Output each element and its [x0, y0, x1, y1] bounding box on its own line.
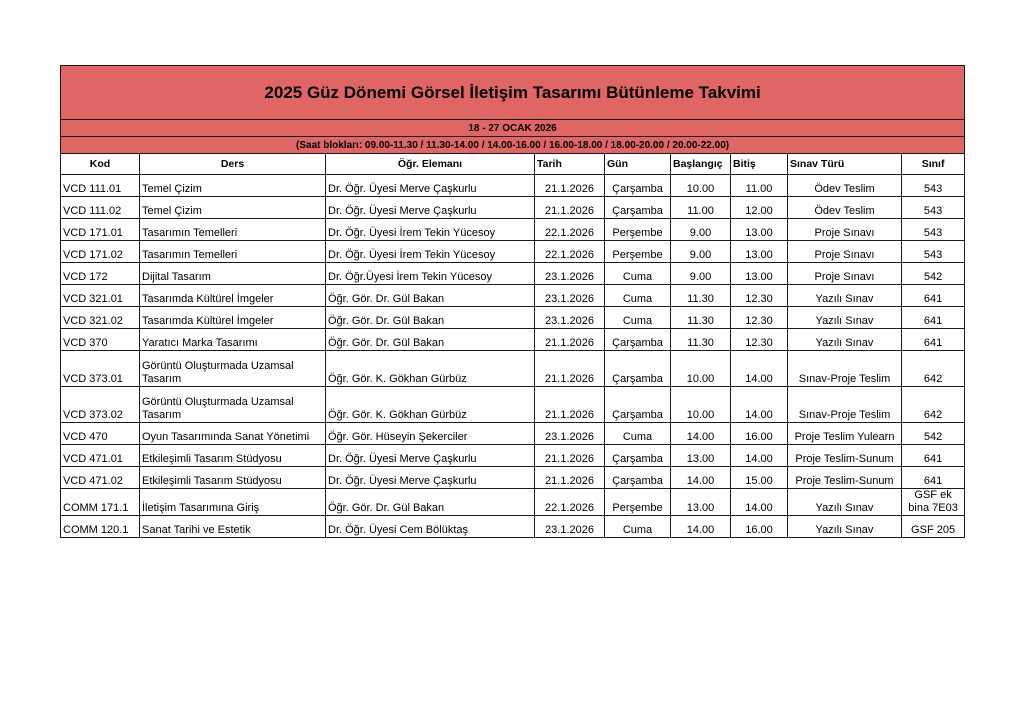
cell-ders: Sanat Tarihi ve Estetik: [140, 516, 326, 538]
cell-sinif: 641: [902, 467, 965, 489]
cell-kod: VCD 373.02: [61, 387, 140, 423]
cell-gun: Perşembe: [605, 489, 671, 516]
cell-sinif: 543: [902, 241, 965, 263]
header-sinav-turu: Sınav Türü: [788, 154, 902, 175]
table-row: [61, 445, 965, 467]
cell-bitis: 14.00: [731, 445, 788, 467]
cell-sinif: 641: [902, 329, 965, 351]
header-sinif: Sınıf: [902, 154, 965, 175]
header-kod: Kod: [61, 154, 140, 175]
cell-gun: Çarşamba: [605, 329, 671, 351]
cell-baslangic: 10.00: [671, 351, 731, 387]
table-row: [61, 489, 965, 516]
cell-kod: VCD 321.01: [61, 285, 140, 307]
cell-ders: Tasarımın Temelleri: [140, 219, 326, 241]
cell-sinav-turu: Proje Sınavı: [788, 241, 902, 263]
cell-ogr-elemani: Dr. Öğr. Üyesi Merve Çaşkurlu: [326, 445, 535, 467]
cell-ders: Etkileşimli Tasarım Stüdyosu: [140, 467, 326, 489]
cell-baslangic: 14.00: [671, 467, 731, 489]
cell-kod: VCD 471.02: [61, 467, 140, 489]
time-blocks-row: [61, 137, 965, 154]
cell-kod: VCD 373.01: [61, 351, 140, 387]
header-tarih: Tarih: [535, 154, 605, 175]
cell-ders: Tasarımın Temelleri: [140, 241, 326, 263]
date-range-row: [61, 120, 965, 137]
cell-ogr-elemani: Dr. Öğr. Üyesi İrem Tekin Yücesoy: [326, 219, 535, 241]
cell-sinav-turu: Proje Teslim-Sunum: [788, 467, 902, 489]
header-gun: Gün: [605, 154, 671, 175]
cell-ders: Görüntü Oluşturmada Uzamsal Tasarım: [140, 351, 326, 387]
table-row: [61, 387, 965, 423]
cell-ogr-elemani: Öğr. Gör. K. Gökhan Gürbüz: [326, 387, 535, 423]
cell-sinav-turu: Yazılı Sınav: [788, 285, 902, 307]
cell-bitis: 15.00: [731, 467, 788, 489]
table-row: [61, 263, 965, 285]
cell-sinif: GSF ek bina 7E03: [902, 489, 965, 516]
cell-ders: Yaratıcı Marka Tasarımı: [140, 329, 326, 351]
cell-ogr-elemani: Öğr. Gör. Dr. Gül Bakan: [326, 285, 535, 307]
cell-ogr-elemani: Öğr. Gör. K. Gökhan Gürbüz: [326, 351, 535, 387]
cell-ogr-elemani: Dr. Öğr. Üyesi Merve Çaşkurlu: [326, 197, 535, 219]
cell-tarih: 21.1.2026: [535, 175, 605, 197]
cell-gun: Çarşamba: [605, 175, 671, 197]
cell-sinif: 641: [902, 445, 965, 467]
page-title: 2025 Güz Dönemi Görsel İletişim Tasarımı Bütünleme Takvimi: [61, 66, 965, 120]
cell-ogr-elemani: Dr. Öğr. Üyesi Cem Bölüktaş: [326, 516, 535, 538]
table-row: [61, 307, 965, 329]
cell-tarih: 22.1.2026: [535, 489, 605, 516]
cell-sinif: 642: [902, 387, 965, 423]
cell-sinif: 542: [902, 263, 965, 285]
cell-sinav-turu: Yazılı Sınav: [788, 516, 902, 538]
cell-ogr-elemani: Dr. Öğr. Üyesi Merve Çaşkurlu: [326, 175, 535, 197]
table-row: [61, 516, 965, 538]
cell-ogr-elemani: Öğr. Gör. Dr. Gül Bakan: [326, 489, 535, 516]
cell-tarih: 21.1.2026: [535, 197, 605, 219]
table-row: [61, 351, 965, 387]
cell-kod: VCD 111.01: [61, 175, 140, 197]
cell-gun: Cuma: [605, 516, 671, 538]
time-blocks: (Saat blokları: 09.00-11.30 / 11.30-14.00 / 14.00-16.00 / 16.00-18.00 / 18.00-20.00 / 20.00-22.00): [61, 137, 965, 154]
cell-tarih: 22.1.2026: [535, 219, 605, 241]
cell-baslangic: 9.00: [671, 263, 731, 285]
cell-sinif: 642: [902, 351, 965, 387]
cell-sinif: 641: [902, 307, 965, 329]
cell-tarih: 21.1.2026: [535, 329, 605, 351]
exam-schedule-table: [60, 65, 965, 538]
cell-tarih: 23.1.2026: [535, 263, 605, 285]
cell-bitis: 13.00: [731, 263, 788, 285]
cell-sinav-turu: Proje Sınavı: [788, 219, 902, 241]
cell-kod: VCD 321.02: [61, 307, 140, 329]
cell-ders: Etkileşimli Tasarım Stüdyosu: [140, 445, 326, 467]
cell-ogr-elemani: Öğr. Gör. Hüseyin Şekerciler: [326, 423, 535, 445]
cell-sinav-turu: Yazılı Sınav: [788, 307, 902, 329]
cell-tarih: 22.1.2026: [535, 241, 605, 263]
cell-sinav-turu: Ödev Teslim: [788, 197, 902, 219]
cell-baslangic: 13.00: [671, 489, 731, 516]
cell-ders: Temel Çizim: [140, 197, 326, 219]
cell-tarih: 21.1.2026: [535, 387, 605, 423]
cell-gun: Çarşamba: [605, 387, 671, 423]
cell-sinav-turu: Sınav-Proje Teslim: [788, 351, 902, 387]
cell-ders: Tasarımda Kültürel İmgeler: [140, 285, 326, 307]
cell-sinif: 542: [902, 423, 965, 445]
table-row: [61, 197, 965, 219]
cell-gun: Cuma: [605, 307, 671, 329]
table-row: [61, 329, 965, 351]
cell-baslangic: 10.00: [671, 175, 731, 197]
cell-baslangic: 11.00: [671, 197, 731, 219]
cell-kod: VCD 172: [61, 263, 140, 285]
title-row: [61, 66, 965, 120]
cell-bitis: 14.00: [731, 387, 788, 423]
cell-ders: Tasarımda Kültürel İmgeler: [140, 307, 326, 329]
cell-sinif: 641: [902, 285, 965, 307]
cell-bitis: 12.30: [731, 307, 788, 329]
cell-bitis: 13.00: [731, 219, 788, 241]
cell-kod: COMM 171.1: [61, 489, 140, 516]
cell-ogr-elemani: Dr. Öğr. Üyesi Merve Çaşkurlu: [326, 467, 535, 489]
cell-bitis: 16.00: [731, 516, 788, 538]
cell-kod: VCD 171.01: [61, 219, 140, 241]
header-bitis: Bitiş: [731, 154, 788, 175]
cell-ders: İletişim Tasarımına Giriş: [140, 489, 326, 516]
cell-tarih: 23.1.2026: [535, 423, 605, 445]
date-range: 18 - 27 OCAK 2026: [61, 120, 965, 137]
header-ogr-elemani: Öğr. Elemanı: [326, 154, 535, 175]
cell-gun: Cuma: [605, 423, 671, 445]
cell-baslangic: 14.00: [671, 423, 731, 445]
cell-ders: Temel Çizim: [140, 175, 326, 197]
cell-sinav-turu: Yazılı Sınav: [788, 489, 902, 516]
cell-sinav-turu: Yazılı Sınav: [788, 329, 902, 351]
cell-sinif: 543: [902, 197, 965, 219]
cell-ogr-elemani: Öğr. Gör. Dr. Gül Bakan: [326, 329, 535, 351]
cell-gun: Çarşamba: [605, 197, 671, 219]
cell-gun: Çarşamba: [605, 445, 671, 467]
cell-bitis: 12.30: [731, 285, 788, 307]
cell-ogr-elemani: Dr. Öğr.Üyesi İrem Tekin Yücesoy: [326, 263, 535, 285]
cell-baslangic: 9.00: [671, 219, 731, 241]
cell-bitis: 16.00: [731, 423, 788, 445]
cell-bitis: 13.00: [731, 241, 788, 263]
header-ders: Ders: [140, 154, 326, 175]
cell-sinif: 543: [902, 219, 965, 241]
cell-kod: VCD 470: [61, 423, 140, 445]
cell-gun: Cuma: [605, 263, 671, 285]
cell-gun: Çarşamba: [605, 351, 671, 387]
table-row: [61, 219, 965, 241]
cell-gun: Cuma: [605, 285, 671, 307]
cell-sinav-turu: Proje Sınavı: [788, 263, 902, 285]
cell-bitis: 12.30: [731, 329, 788, 351]
cell-ogr-elemani: Dr. Öğr. Üyesi İrem Tekin Yücesoy: [326, 241, 535, 263]
header-row: [61, 154, 965, 175]
cell-ders: Dijital Tasarım: [140, 263, 326, 285]
cell-baslangic: 9.00: [671, 241, 731, 263]
header-baslangic: Başlangıç: [671, 154, 731, 175]
cell-tarih: 21.1.2026: [535, 467, 605, 489]
cell-baslangic: 13.00: [671, 445, 731, 467]
cell-tarih: 23.1.2026: [535, 307, 605, 329]
cell-gun: Perşembe: [605, 241, 671, 263]
table-row: [61, 285, 965, 307]
cell-sinif: 543: [902, 175, 965, 197]
cell-kod: VCD 370: [61, 329, 140, 351]
table-row: [61, 241, 965, 263]
cell-kod: VCD 171.02: [61, 241, 140, 263]
cell-tarih: 23.1.2026: [535, 516, 605, 538]
cell-sinav-turu: Sınav-Proje Teslim: [788, 387, 902, 423]
cell-baslangic: 10.00: [671, 387, 731, 423]
cell-ders: Görüntü Oluşturmada Uzamsal Tasarım: [140, 387, 326, 423]
cell-ders: Oyun Tasarımında Sanat Yönetimi: [140, 423, 326, 445]
cell-baslangic: 11.30: [671, 329, 731, 351]
cell-kod: VCD 471.01: [61, 445, 140, 467]
table-row: [61, 175, 965, 197]
cell-kod: VCD 111.02: [61, 197, 140, 219]
cell-sinav-turu: Proje Teslim-Sunum: [788, 445, 902, 467]
cell-baslangic: 11.30: [671, 307, 731, 329]
cell-tarih: 21.1.2026: [535, 351, 605, 387]
cell-bitis: 14.00: [731, 489, 788, 516]
cell-sinif: GSF 205: [902, 516, 965, 538]
cell-tarih: 23.1.2026: [535, 285, 605, 307]
table-row: [61, 423, 965, 445]
cell-bitis: 12.00: [731, 197, 788, 219]
cell-sinav-turu: Ödev Teslim: [788, 175, 902, 197]
cell-bitis: 11.00: [731, 175, 788, 197]
cell-baslangic: 14.00: [671, 516, 731, 538]
cell-gun: Perşembe: [605, 219, 671, 241]
cell-sinav-turu: Proje Teslim Yulearn: [788, 423, 902, 445]
cell-kod: COMM 120.1: [61, 516, 140, 538]
cell-bitis: 14.00: [731, 351, 788, 387]
cell-baslangic: 11.30: [671, 285, 731, 307]
cell-ogr-elemani: Öğr. Gör. Dr. Gül Bakan: [326, 307, 535, 329]
table-row: [61, 467, 965, 489]
cell-tarih: 21.1.2026: [535, 445, 605, 467]
cell-gun: Çarşamba: [605, 467, 671, 489]
